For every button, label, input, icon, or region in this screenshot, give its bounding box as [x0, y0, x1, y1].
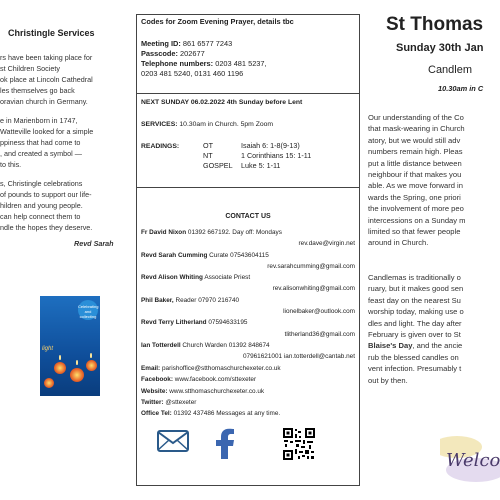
paragraph-line: out by then. — [368, 375, 408, 385]
paragraph-line: wards the Spring, one priori — [368, 192, 461, 202]
telephone-2: 0203 481 5240, 0131 460 1196 — [141, 69, 244, 78]
christingle-line: ppiness that had come to — [0, 138, 81, 147]
contact-name: Revd Alison Whiting — [141, 274, 203, 282]
right-column — [368, 0, 500, 500]
zoom-heading: Codes for Zoom Evening Prayer, details tbc — [141, 17, 294, 26]
service-time: 10.30am in C — [438, 84, 484, 93]
paragraph-line: worship today, making use o — [368, 307, 464, 317]
contact-links — [137, 363, 359, 419]
contact-entry — [141, 227, 355, 238]
parish-email-link[interactable]: parishoffice@stthomaschurchexeter.co.uk — [161, 365, 281, 372]
contact-entry — [141, 317, 355, 328]
email-label: Email: — [141, 365, 161, 372]
middle-panel — [136, 14, 360, 486]
contact-entry — [141, 340, 355, 351]
contacts-title: CONTACT US — [225, 213, 271, 220]
left-column — [0, 0, 128, 500]
christingle-line: ok place at Lincoln Cathedral — [0, 75, 93, 84]
paragraph-line: dles and light. The day after — [368, 318, 462, 328]
welcome-banner-image — [440, 430, 500, 484]
facebook-icon[interactable] — [208, 425, 244, 461]
contact-name: Revd Terry Litherland — [141, 319, 207, 327]
paragraph-line: vent infection. Presumably t — [368, 364, 462, 374]
service-date: Sunday 30th Jan — [396, 42, 484, 54]
christingle-line: can help connect them to — [0, 212, 81, 221]
christingle-line: , and created a symbol — — [0, 149, 82, 158]
reading-row — [203, 161, 311, 171]
office-tel: 01392 437486 Messages at any time. — [173, 410, 281, 418]
website-link[interactable]: www.stthomaschurchexeter.co.uk — [169, 387, 265, 395]
christingle-orange-icon — [54, 362, 66, 374]
contact-email-link[interactable]: 07961621001 ian.totterdell@cantab.net — [242, 353, 355, 361]
christingle-line: s, Christingle celebrations — [0, 179, 83, 188]
contact-detail: 07594633195 — [206, 319, 248, 327]
contact-detail: Associate Priest — [202, 274, 251, 282]
church-title: St Thomas — [386, 14, 484, 35]
paragraph-line: intercessions on a Sunday m — [368, 215, 466, 225]
contact-name: Ian Totterdell — [141, 341, 181, 349]
paragraph-line: the involvement of more peo — [368, 204, 464, 214]
services-label: SERVICES: — [141, 121, 178, 128]
reading-testament: GOSPEL — [203, 161, 233, 170]
flame-icon — [59, 355, 61, 360]
twitter-link[interactable]: @sttexeter — [165, 398, 197, 406]
contact-entry — [141, 250, 355, 261]
mail-icon[interactable] — [156, 428, 190, 454]
divider — [137, 93, 359, 94]
christingle-line: hildren and young people. — [0, 201, 83, 210]
services-text: 10.30am in Church. 5pm Zoom — [179, 121, 274, 128]
paragraph-line: Our understanding of the Co — [368, 113, 464, 122]
christingle-line: les themselves go back — [0, 86, 75, 95]
flame-icon — [90, 353, 92, 358]
booklet-badge: Celebrating and collecting — [78, 300, 98, 320]
christingle-line: of pounds to support our life- — [0, 190, 92, 199]
reading-reference: Isaiah 6: 1-8(9-13) — [241, 141, 300, 150]
contact-name: Phil Baker, — [141, 296, 174, 304]
reading-testament: OT — [203, 141, 213, 150]
contact-email-link[interactable]: rev.alisonwhiting@gmail.com — [272, 285, 355, 293]
reading-reference: Luke 5: 1-11 — [241, 161, 281, 170]
twitter-label: Twitter: — [141, 398, 164, 406]
website-label: Website: — [141, 387, 168, 395]
flame-icon — [76, 360, 78, 365]
qr-code-icon[interactable] — [282, 427, 316, 461]
feast-name: Candlem — [428, 64, 473, 76]
christingle-booklet-image — [40, 296, 100, 396]
reading-row — [203, 151, 311, 161]
signature: Revd Sarah — [74, 239, 114, 248]
passcode-label: Passcode: — [141, 49, 178, 58]
readings-list — [203, 141, 311, 171]
reading-reference: 1 Corinthians 15: 1-11 — [241, 151, 312, 160]
christingle-title: Christingle Services — [8, 28, 95, 38]
passcode: 202677 — [180, 49, 205, 58]
divider — [137, 187, 359, 188]
paragraph-line: numbers remain high. Pleas — [368, 147, 463, 157]
contact-name: Revd Sarah Cumming — [141, 251, 208, 259]
paragraph-line: that mask-wearing in Church — [368, 124, 465, 134]
contact-email-link[interactable]: rev.sarahcumming@gmail.com — [267, 262, 355, 270]
paragraph-line: February is given over to St — [368, 330, 461, 339]
paragraph-line: Candlemas is traditionally o — [368, 273, 461, 282]
reading-row — [203, 141, 311, 151]
contact-detail: 01392 667192. Day off: Mondays — [186, 229, 282, 236]
paragraph-line: rub the blessed candles on — [368, 352, 459, 362]
christingle-orange-icon — [44, 378, 54, 388]
paragraph-line: feast day on the nearest Su — [368, 295, 461, 305]
christingle-line: e in Marienborn in 1747, — [0, 116, 78, 125]
paragraph-line: atory, but we would still adv — [368, 135, 461, 145]
christingle-line: ndle the hopes they deserve. — [0, 223, 93, 232]
paragraph-line: ruary, but it makes good sen — [368, 284, 464, 294]
paragraph-line: put a little distance between — [368, 158, 462, 168]
christingle-line: Watteville looked for a simple — [0, 127, 94, 136]
meeting-id: 861 6577 7243 — [182, 39, 233, 48]
christingle-line: oravian church in Germany. — [0, 97, 88, 106]
next-sunday-heading: NEXT SUNDAY 06.02.2022 4th Sunday before Lent — [141, 99, 303, 106]
contacts-list — [137, 227, 359, 363]
booklet-label: light — [42, 346, 54, 352]
reading-testament: NT — [203, 151, 213, 160]
paragraph-line: neighbour if that makes you — [368, 170, 462, 179]
telephone-label: Telephone numbers: — [141, 59, 214, 68]
office-tel-label: Office Tel: — [141, 410, 172, 418]
paragraph-line: able. As we move forward in — [368, 181, 463, 191]
paragraph-line: around in Church. — [368, 238, 429, 248]
zoom-details — [137, 39, 359, 79]
contact-detail: Curate 07543604115 — [207, 251, 269, 259]
readings-label: READINGS: — [141, 143, 180, 150]
welcome-text: Welco — [446, 450, 500, 471]
paragraph-line: Blaise's Day, and the ancie — [368, 341, 463, 351]
contact-email-link[interactable]: tlitherland36@gmail.com — [284, 330, 355, 338]
contact-entry — [141, 272, 355, 283]
christingle-line: rs have been taking place for — [0, 53, 93, 62]
christingle-line: to this. — [0, 160, 22, 169]
meeting-id-label: Meeting ID: — [141, 39, 181, 48]
contact-email-link[interactable]: rev.dave@virgin.net — [298, 240, 355, 248]
facebook-label: Facebook: — [141, 376, 173, 384]
contact-name: Fr David Nixon — [141, 229, 187, 236]
contact-email-link[interactable]: lionelbaker@outlook.com — [283, 308, 355, 316]
contact-detail: Church Warden 01392 848674 — [180, 341, 270, 349]
christingle-orange-icon — [70, 368, 84, 382]
paragraph-line: limited so that fewer people — [368, 227, 461, 236]
christingle-orange-icon — [86, 360, 97, 371]
christingle-line: st Children Society — [0, 64, 60, 73]
contact-detail: Reader 07970 216740 — [173, 296, 240, 304]
contact-entry — [141, 295, 355, 306]
facebook-link[interactable]: www.facebook.com/sttexeter — [174, 376, 257, 384]
telephone-1: 0203 481 5237, — [215, 59, 267, 68]
